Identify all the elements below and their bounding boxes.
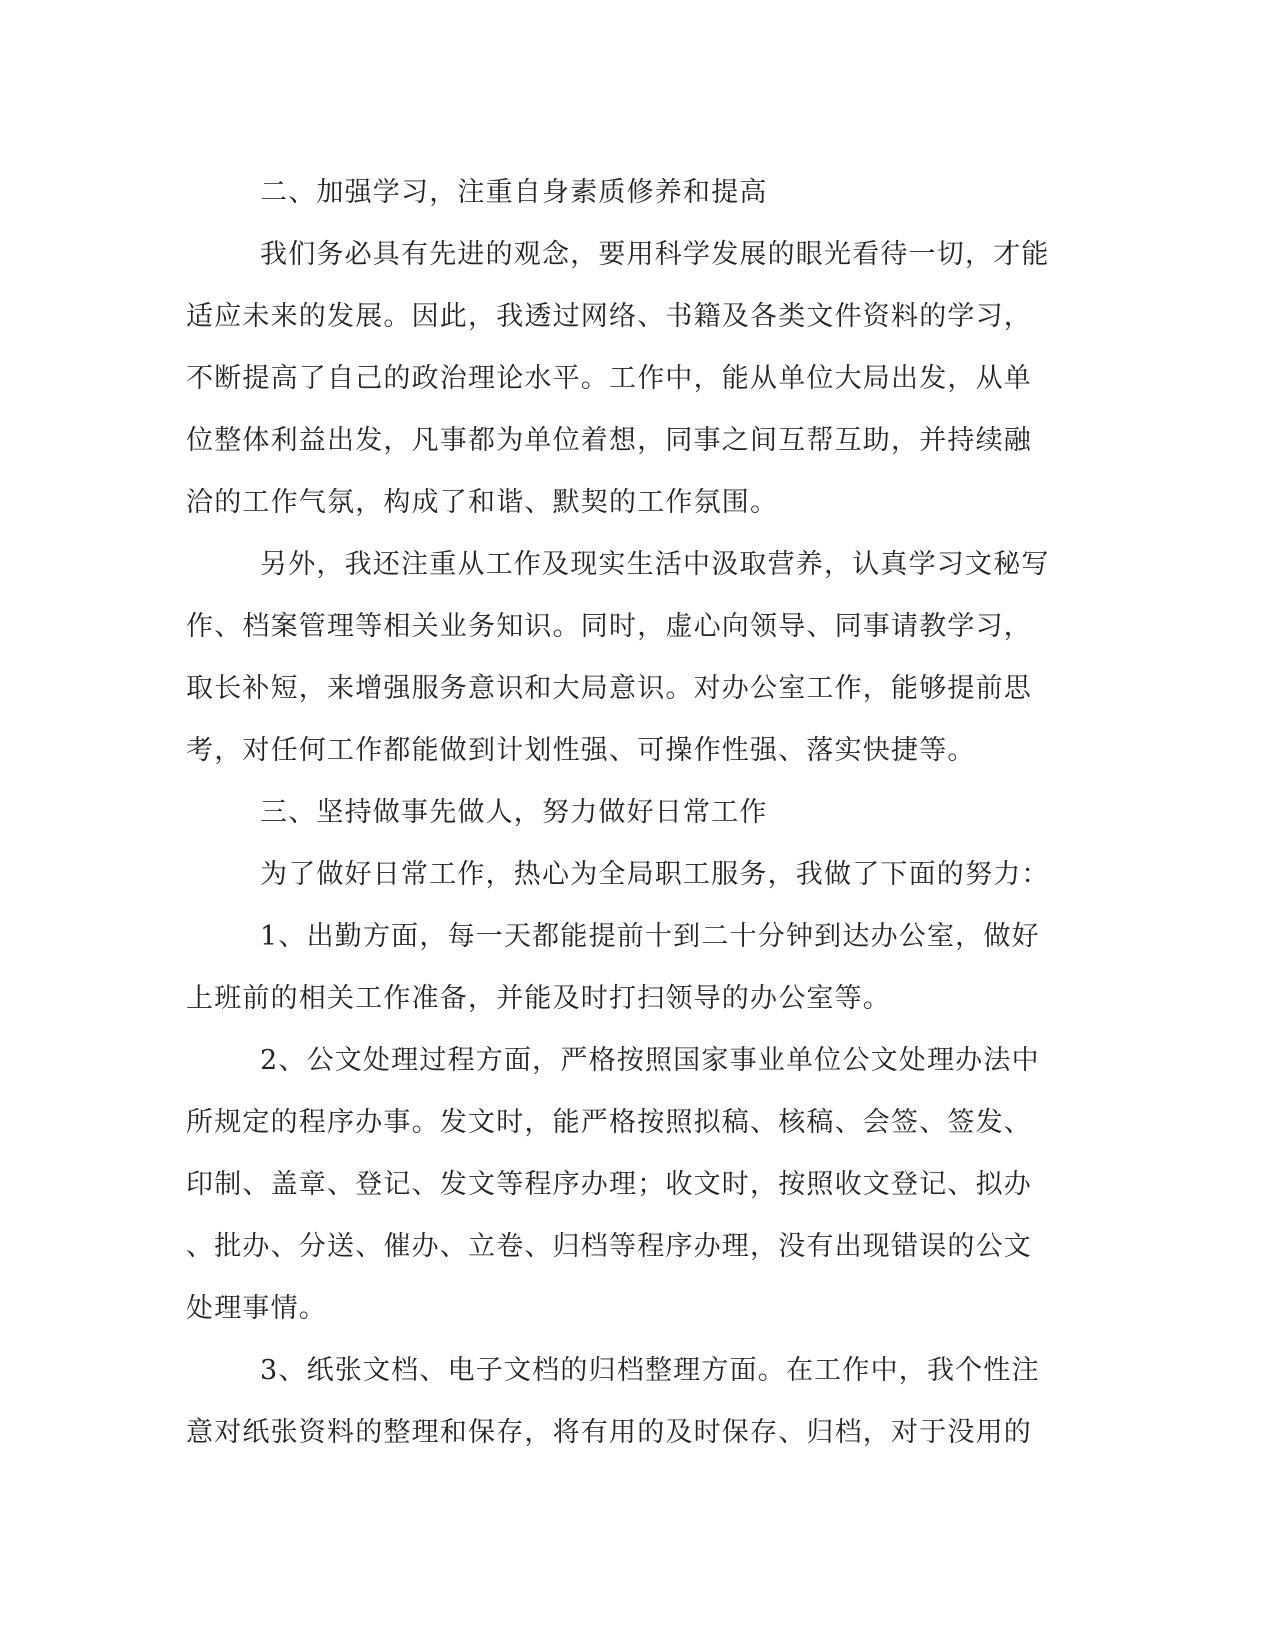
paragraph-line: 不断提高了自己的政治理论水平。工作中，能从单位大局出发，从单	[186, 363, 1032, 394]
paragraph-line: 位整体利益出发，凡事都为单位着想，同事之间互帮互助，并持续融	[186, 425, 1032, 456]
document-body	[186, 162, 1066, 1464]
paragraph-line: 为了做好日常工作，热心为全局职工服务，我做了下面的努力：	[260, 859, 1050, 890]
list-item-line: 2、公文处理过程方面，严格按照国家事业单位公文处理办法中	[260, 1045, 1040, 1076]
list-item-line: 1、出勤方面，每一天都能提前十到二十分钟到达办公室，做好	[260, 921, 1040, 952]
paragraph-line: 作、档案管理等相关业务知识。同时，虚心向领导、同事请教学习，	[186, 611, 1032, 642]
paragraph-line: 洽的工作气氛，构成了和谐、默契的工作氛围。	[186, 487, 779, 518]
list-item-line: 印制、盖章、登记、发文等程序办理；收文时，按照收文登记、拟办	[186, 1169, 1032, 1200]
list-item-line: 上班前的相关工作准备，并能及时打扫领导的办公室等。	[186, 983, 891, 1014]
list-item-line: 3、纸张文档、电子文档的归档整理方面。在工作中，我个性注	[260, 1355, 1040, 1386]
list-item-line: 处理事情。	[186, 1293, 327, 1324]
list-item-line: 、批办、分送、催办、立卷、归档等程序办理，没有出现错误的公文	[186, 1231, 1032, 1262]
paragraph-line: 我们务必具有先进的观念，要用科学发展的眼光看待一切，才能	[260, 239, 1050, 270]
section-heading: 三、坚持做事先做人，努力做好日常工作	[260, 797, 768, 828]
paragraph-line: 另外，我还注重从工作及现实生活中汲取营养，认真学习文秘写	[260, 549, 1050, 580]
section-heading: 二、加强学习，注重自身素质修养和提高	[260, 177, 768, 208]
paragraph-line: 考，对任何工作都能做到计划性强、可操作性强、落实快捷等。	[186, 735, 976, 766]
list-item-line: 所规定的程序办事。发文时，能严格按照拟稿、核稿、会签、签发、	[186, 1107, 1032, 1138]
paragraph-line: 取长补短，来增强服务意识和大局意识。对办公室工作，能够提前思	[186, 673, 1032, 704]
list-item-line: 意对纸张资料的整理和保存，将有用的及时保存、归档，对于没用的	[186, 1417, 1032, 1448]
paragraph-line: 适应未来的发展。因此，我透过网络、书籍及各类文件资料的学习，	[186, 301, 1032, 332]
